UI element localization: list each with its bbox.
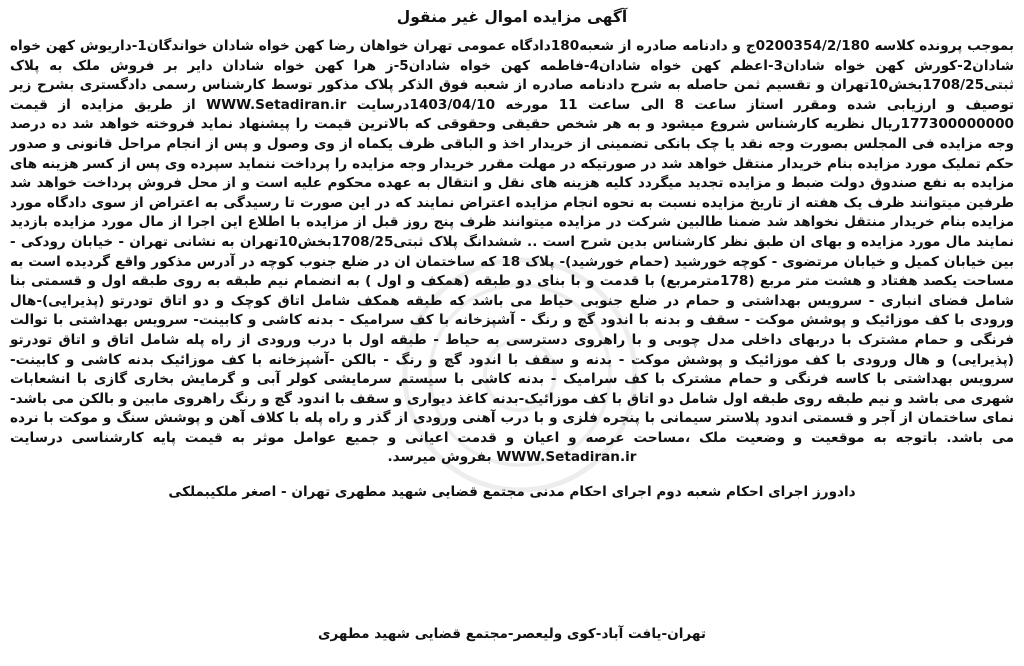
notice-title: آگهی مزایده اموال غیر منقول [396, 8, 628, 26]
notice-footer: تهران-یافت آباد-کوی ولیعصر-مجتمع قضایی شهید مطهری [318, 626, 706, 642]
notice-body: بموجب پرونده کلاسه 0200354/2/180ج و دادنامه صادره از شعبه180دادگاه عمومی تهران خواهان رضا کهن خواه شادان خواندگان1-داریوش کهن خواه شادان2-کورش کهن خواه شادان3-اعظم کهن خواه شادان4-فاطمه کهن خواه شادان5-ز هرا کهن خواه شادان دایر بر فروش ملک به پلاک ثبتی1708/25بخش10تهران و تقسیم ثمن حاصله به شرح دادنامه صادره از شعبه فوق الذکر پلاک مذکور توسط کارشناس رسمی دادگستری بشرح زیر توصیف و ارزیابی شده ومقرر استاز ساعت 8 الی ساعت 11 مورخه 1403/04/10درسایت WWW.Setadiran.ir از طریق مزایده از قیمت 177300000000ریال نظریه کارشناس شروع میشود و به هر شخص حقیقی وحقوقی که بالاترین قیمت را پیشنهاد نماید فروخته خواهد شد ده درصد وجه مزایده فی المجلس بصورت وجه نقد یا چک بانکی تضمینی از خریدار اخذ و الباقی ظرف یکماه از وی وصول و پس از انجام مراحل قانونی و صدور حکم تملیک مورد مزایده بنام خریدار منتقل خواهد شد در صورتیکه در مهلت مقرر خریدار وجه مزایده را پرداخت ننماید سپرده وی پس از کسر هزینه های مزایده به نفع صندوق دولت ضبط و مزایده تجدید میگردد کلیه هزینه های نقل و انتقال به عهده محکوم علیه است و از محل فروش پرداخت خواهد شد طرفین میتوانند ظرف یک هفته از تاریخ مزایده نسبت به نحوه انجام مزایده اعتراض نمایند که در این صورت تا رسیدگی به اعتراض از سوی دادگاه مورد مزایده بنام خریدار منتقل نخواهد شد ضمنا طالبین شرکت در مزایده میتوانند ظرف پنج روز قبل از مزایده با اطلاع این اجرا از مال مورد مزایده بازدید نمایند مال مورد مزایده و بهای ان طبق نظر کارشناس بدین شرح است .. ششدانگ پلاک ثبتی1708/25بخش10تهران به نشانی تهران - خیابان رودکی - بین خیابان کمیل و خیابان مرتضوی - کوچه خورشید (حمام خورشید)- پلاک 18 که ساختمان ان در ضلع جنوب کوچه در آدرس مذکور واقع گردیده است به مساحت یکصد هفتاد و هشت متر مربع (178مترمربع) با قدمت و با بنای دو طبقه (همکف و اول ) به انضمام نیم طبقه به روی طبقه اول و قسمتی بنا شامل فضای انباری - سرویس بهداشتی و حمام در ضلع جنوبی حیاط می باشد که طبقه همکف شامل اتاق کوچک و دو اتاق تودرتو (پذیرایی)-هال ورودی با کف موزائیک و پوشش موکت - سقف و بدنه با اندود گچ و رنگ - آشپزخانه با کف سرامیک - بدنه کاشی و کابینت- سرویس بهداشتی با توالت فرنگی و حمام مشترک با دربهای داخلی مدل چوبی و با راهروی دسترسی به حیاط - طبقه اول با درب ورودی از راه پله شامل اتاق و اتاق تودرتو (پذیرایی) و هال ورودی با کف موزائیک و پوشش موکت - بدنه و سقف با اندود گچ و رنگ - بالکن -آشپزخانه با کف موزائیک بدنه کاشی و کابینت- سرویس بهداشتی با کاسه فرنگی و حمام مشترک با کف سرامیک - بدنه کاشی با سیستم سرمایشی کولر آبی و گرمایش بخاری گازی با انشعابات شهری می باشد و نیم طبقه روی طبقه اول شامل دو اتاق با کف موزائیک-بدنه کاغذ دیواری و سقف با اندود گچ و رنگ راهروی مابین و بالکن می باشد- نمای ساختمان از آجر و قسمتی اندود پلاستر سیمانی با پنجره فلزی و با درب آهنی ورودی از گذر و راه پله با کلاف آهن و پوشش سنگ و موکت با نرده می باشد. باتوجه به موقعیت و وضعیت ملک ،مساحت عرصه و اعیان و قدمت اعیانی و جمیع عوامل موثر به قیمت پایه کارشناسی درسایت WWW.Setadiran.ir بفروش میرسد. [10, 38, 1014, 466]
notice-signature: دادورز اجرای احکام شعبه دوم اجرای احکام مدنی مجتمع قضایی شهید مطهری تهران - اصغر ملکیبملکی [168, 484, 856, 501]
